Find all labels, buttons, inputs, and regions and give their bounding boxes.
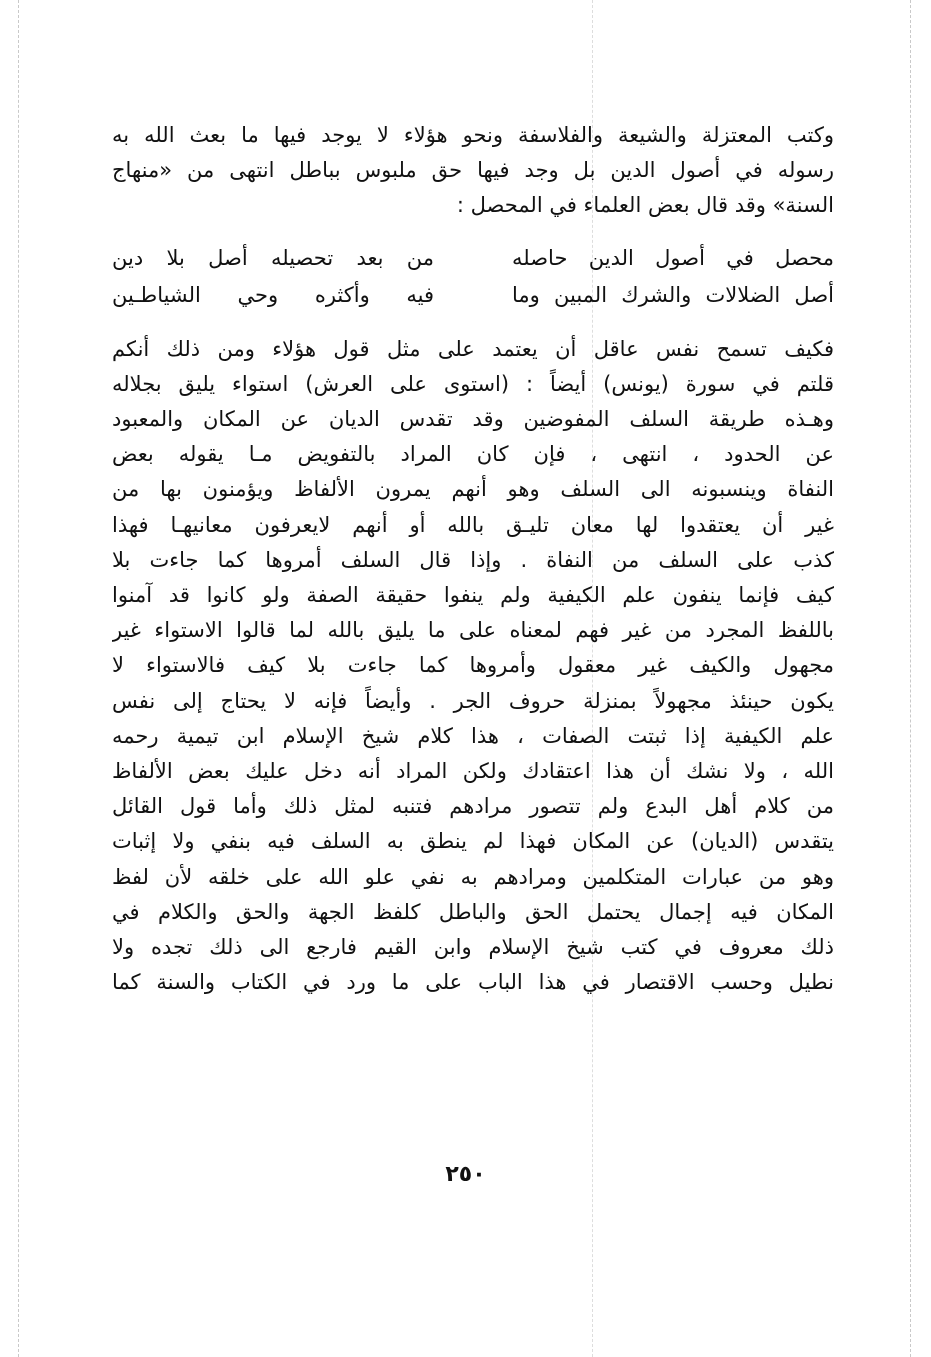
text-line: النفاة وينسبونه الى السلف وهو أنهم يمرون الألفاظ ويؤمنون بها من	[112, 477, 834, 502]
text-line: السنة» وقد قال بعض العلماء في المحصل :	[456, 193, 834, 218]
text-line: فكيف تسمح نفس عاقل أن يعتمد على مثل قول هؤلاء ومن ذلك أنكم	[112, 336, 834, 361]
text-line: رسوله في أصول الدين بل وجد فيها حق ملبوس بباطل انتهى من «منهاج	[112, 158, 834, 183]
text-line: يتقدس (الديان) عن المكان فهذا لم ينطق به السلف فيه بنفي ولا إثبات	[112, 829, 834, 854]
text-line: الله ، ولا نشك أن هذا اعتقادك ولكن المراد أنه دخل عليك بعض الألفاظ	[112, 759, 834, 784]
verse-second-hemistich: من بعد تحصيله أصل بلا دين	[112, 245, 434, 270]
text-line: وهـذه طريقة السلف المفوضين وقد تقدس الديان عن المكان والمعبود	[112, 407, 834, 432]
text-line: علم الكيفية إذا ثبتت الصفات ، هذا كلام شيخ الإسلام ابن تيمية رحمه	[112, 723, 834, 748]
text-line: باللفظ المجرد من غير فهم لمعناه على ما يليق بالله لما قالوا الاستواء غير	[112, 618, 834, 643]
verse-first-hemistich: أصل الضلالات والشرك المبين وما	[512, 282, 834, 307]
paragraph-intro	[112, 118, 834, 224]
text-line: وكتب المعتزلة والشيعة والفلاسفة ونحو هؤلاء لا يوجد فيها ما بعث الله به	[112, 123, 834, 147]
book-page-text	[112, 118, 834, 1000]
text-line: نطيل وحسب الاقتصار في هذا الباب على ما ورد في الكتاب والسنة كما	[112, 970, 834, 995]
text-line: من كلام أهل البدع ولم تتصور مرادهم فتنبه لمثل ذلك وأما قول القائل	[112, 794, 834, 819]
verse-first-hemistich: محصل في أصول الدين حاصله	[512, 245, 834, 270]
text-line: عن الحدود ، انتهى ، فإن كان المراد بالتفويض مـا يقوله بعض	[112, 442, 834, 467]
text-line: غير أن يعتقدوا لها معان تليـق بالله أو أنهم لايعرفون معانيهـا فهذا	[112, 512, 834, 537]
text-line: المكان فيه إجمال يحتمل الحق والباطل كلفظ الجهة والحق والكلام في	[112, 899, 834, 924]
text-line: كيف فإنما ينفون علم الكيفية ولم ينفوا حقيقة الصفة ولو كانوا قد آمنوا	[112, 583, 834, 608]
text-line: كذب على السلف من النفاة . وإذا قال السلف أمروها كما جاءت بلا	[112, 547, 834, 572]
scan-edge-left	[18, 0, 19, 1357]
verse-second-hemistich: فيه وأكثره وحي الشياطـين	[112, 282, 434, 307]
poem-verses	[112, 240, 834, 314]
text-line: ذلك معروف في كتب شيخ الإسلام وابن القيم فارجع الى ذلك تجده ولا	[112, 935, 834, 960]
text-line: وهو من عبارات المتكلمين ومرادهم به نفي علو الله على خلقه لأن لفظ	[112, 864, 834, 889]
page-number: ٢٥٠	[445, 1162, 486, 1187]
text-line: يكون حينئذ مجهولاً بمنزلة حروف الجر . وأيضاً فإنه لا يحتاج إلى نفس	[112, 688, 834, 713]
paragraph-main	[112, 332, 834, 1001]
verse-line	[112, 240, 834, 277]
verse-line	[112, 277, 834, 314]
text-line: قلتم في سورة (يونس) أيضاً : (استوى على العرش) استواء يليق بجلاله	[112, 371, 834, 396]
text-line: مجهول والكيف غير معقول وأمروها كما جاءت بلا كيف فالاستواء لا	[112, 653, 834, 678]
scan-edge-right	[910, 0, 911, 1357]
